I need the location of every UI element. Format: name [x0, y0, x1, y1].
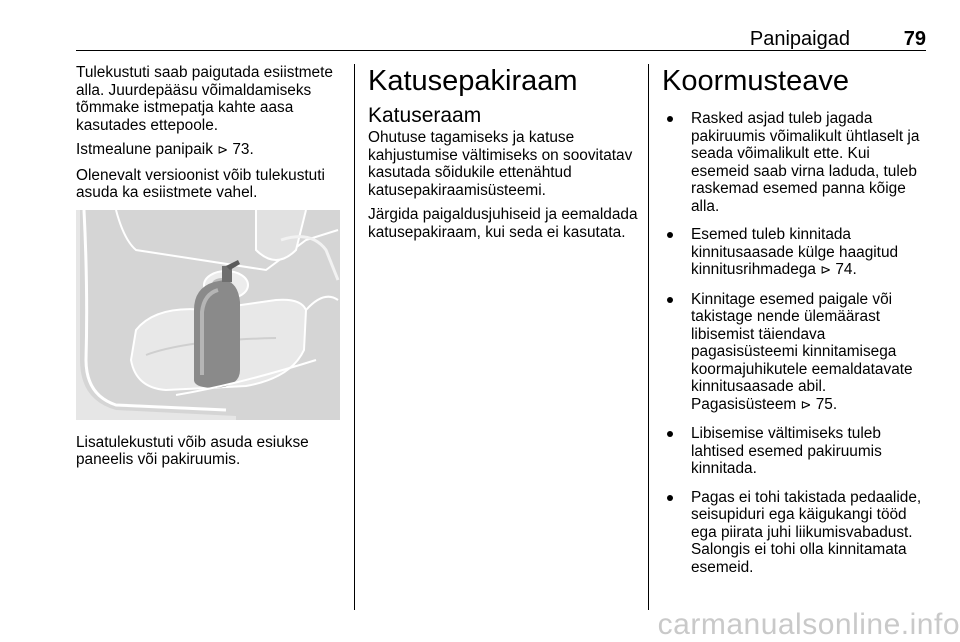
section-title: Panipaigad	[749, 28, 850, 50]
list-item-text: Rasked asjad tuleb jagada pakiruumis võimalikult ühtlaselt ja seada võimalikult ette. Kui esemeid saab virna laduda, tuleb raskemad esemed panna kõige alla.	[691, 110, 920, 215]
page-ref-link[interactable]: 74.	[835, 261, 857, 278]
list-item-text: Kinnitage esemed paigale või takistage nende ülemäärast libisemist täiendava pagasisüsteemi kinnitamisega koormajuhikutele eemaldatavate kinnitusaasade abil. Pagasisüsteem	[691, 290, 913, 413]
list-item-text: Pagas ei tohi takistada pedaalide, seisupiduri ega käigukangi tööd ega piirata juhi liikumisvabadust. Salongis ei tohi olla kinnitamata esemeid.	[691, 488, 922, 576]
loading-bullet-list	[662, 110, 930, 576]
page-ref-link[interactable]: 73.	[232, 141, 254, 158]
header-rule	[76, 50, 926, 51]
subheading-roof-rack: Katuseraam	[368, 104, 482, 127]
reference-text: Istmealune panipaik	[76, 141, 213, 158]
bullet-icon	[667, 495, 673, 501]
watermark: carmanualsonline.info	[657, 608, 960, 641]
list-item	[662, 291, 930, 415]
page-ref-link[interactable]: 75.	[815, 395, 838, 413]
bullet-icon	[667, 297, 673, 303]
paragraph-roof-rack-safety: Ohutuse tagamiseks ja katuse kahjustumise vältimiseks on soovitatav kasutada sõidukile ettenähtud katusepakiraamisüsteemi.	[368, 129, 633, 199]
page-ref-arrow-icon: ⊳	[800, 397, 812, 413]
heading-roof-rack-system: Katusepakiraam	[368, 65, 578, 97]
heading-loading-information: Koormusteave	[662, 65, 849, 97]
column-2	[368, 64, 638, 248]
column-3	[662, 64, 930, 587]
bullet-icon	[667, 116, 673, 122]
page-header	[76, 28, 926, 52]
page-ref-arrow-icon: ⊳	[217, 143, 229, 158]
column-divider-1	[354, 64, 355, 610]
bullet-icon	[667, 431, 673, 437]
page-number: 79	[903, 28, 926, 50]
list-item	[662, 489, 930, 577]
list-item-text: Libisemise vältimiseks tuleb lahtised esemed pakiruumis kinnitada.	[691, 425, 882, 477]
page-ref-arrow-icon: ⊳	[820, 263, 832, 278]
list-item-text: Esemed tuleb kinnitada kinnitusaasade külge haagitud kinnitusrihmadega	[691, 226, 899, 278]
paragraph-under-seat-storage-ref	[76, 141, 346, 160]
paragraph-extinguisher-under-seat: Tulekustuti saab paigutada esiistmete alla. Juurdepääsu võimaldamiseks tõmmake istmepatja kahte aasa kasutades ettepoole.	[76, 64, 333, 134]
paragraph-roof-rack-installation: Järgida paigaldusjuhiseid ja eemaldada katusepakiraam, kui seda ei kasutata.	[368, 206, 638, 241]
bullet-icon	[667, 232, 673, 238]
list-item	[662, 110, 930, 215]
list-item	[662, 425, 930, 478]
door-panel-extinguisher-illustration	[76, 210, 340, 420]
paragraph-extinguisher-between-seats: Olenevalt versioonist võib tulekustuti asuda ka esiistmete vahel.	[76, 166, 325, 201]
illustration-caption: Lisatulekustuti võib asuda esiukse paneelis või pakiruumis.	[76, 433, 309, 468]
column-1	[76, 64, 346, 476]
list-item	[662, 226, 930, 280]
column-divider-2	[648, 64, 649, 610]
